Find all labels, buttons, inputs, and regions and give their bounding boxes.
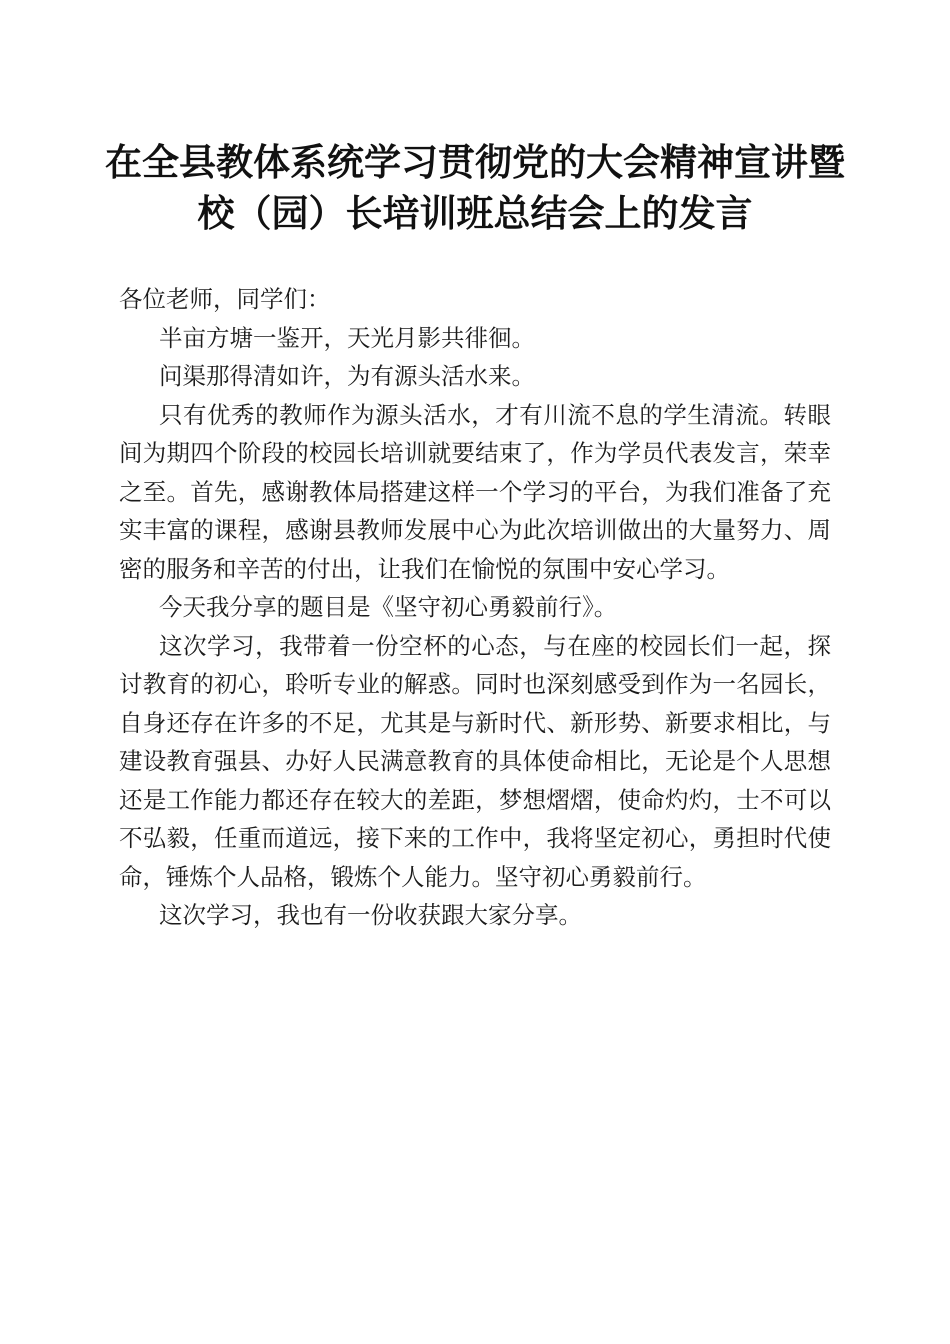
title-line-1: 在全县教体系统学习贯彻党的大会精神宣讲暨 bbox=[105, 140, 845, 184]
title-line-2: 校（园）长培训班总结会上的发言 bbox=[197, 191, 753, 235]
paragraph: 这次学习，我也有一份收获跟大家分享。 bbox=[159, 901, 582, 929]
poem-line-2: 问渠那得清如许，为有源头活水来。 bbox=[159, 362, 535, 390]
document-title bbox=[100, 137, 850, 239]
document-body bbox=[119, 280, 831, 935]
paragraph: 这次学习，我带着一份空杯的心态，与在座的校园长们一起，探讨教育的初心，聆听专业的解惑。同时也深刻感受到作为一名园长，自身还存在许多的不足，尤其是与新时代、新形势、新要求相比，与建设教育强县、办好人民满意教育的具体使命相比，无论是个人思想还是工作能力都还存在较大的差距，梦想熠熠，使命灼灼，士不可以不弘毅，任重而道远，接下来的工作中，我将坚定初心，勇担时代使命，锤炼个人品格，锻炼个人能力。坚守初心勇毅前行。 bbox=[119, 631, 831, 891]
salutation: 各位老师，同学们： bbox=[119, 285, 331, 313]
poem-line-1: 半亩方塘一鉴开，天光月影共徘徊。 bbox=[159, 323, 535, 352]
paragraph: 今天我分享的题目是《坚守初心勇毅前行》。 bbox=[159, 593, 618, 621]
paragraph: 只有优秀的教师作为源头活水，才有川流不息的学生清流。转眼间为期四个阶段的校园长培训就要结束了，作为学员代表发言，荣幸之至。首先，感谢教体局搭建这样一个学习的平台，为我们准备了充实丰富的课程，感谢县教师发展中心为此次培训做出的大量努力、周密的服务和辛苦的付出，让我们在愉悦的氛围中安心学习。 bbox=[119, 400, 831, 583]
